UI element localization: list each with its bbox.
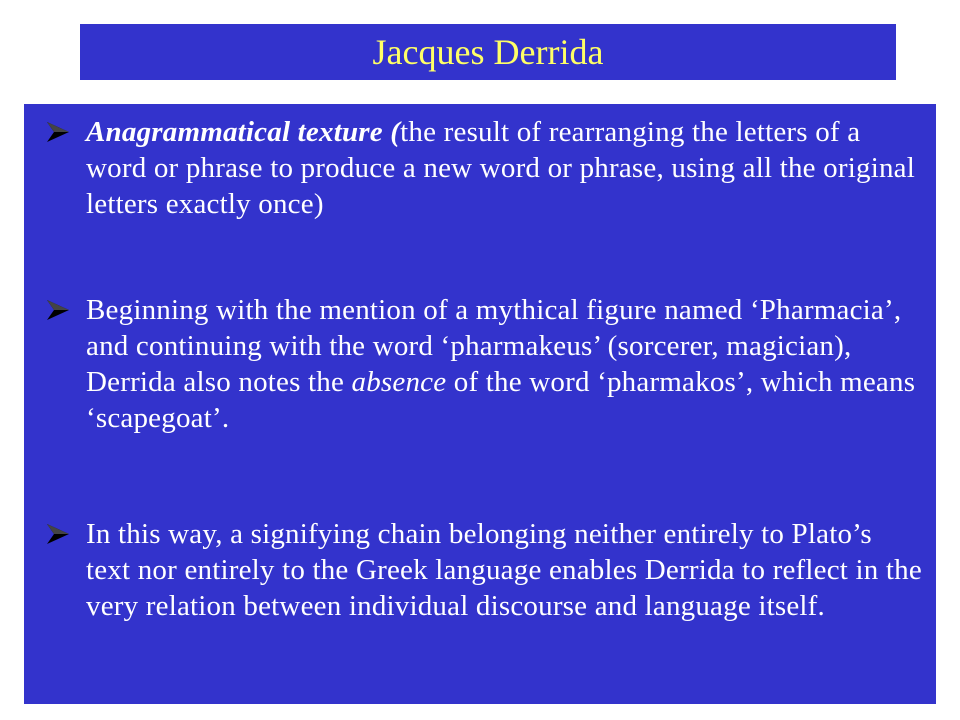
title-bar	[80, 24, 896, 80]
bullet-emphasis: absence	[351, 366, 447, 398]
bullet-definition: the result of rearranging the letters of a word or phrase to produce a new word or phrase, using all the original letters exactly once)	[86, 116, 915, 220]
slide-title: Jacques Derrida	[372, 32, 604, 72]
arrowhead-bullet-icon	[46, 121, 70, 143]
bullet-lead-term: Anagrammatical texture (	[86, 116, 401, 148]
content-panel	[24, 104, 936, 704]
arrowhead-bullet-icon	[46, 523, 70, 545]
bullet-text	[86, 114, 922, 222]
bullet-item-signifying-chain	[46, 516, 922, 624]
bullet-text-after: of the word ‘pharmakos’, which means ‘scapegoat’.	[86, 366, 916, 434]
bullet-text: In this way, a signifying chain belonging neither entirely to Plato’s text nor entirely to the Greek language enables Derrida to reflect in the very relation between individual discourse and language itself.	[86, 518, 922, 622]
bullet-item-anagrammatical-texture	[46, 114, 922, 222]
bullet-text-before: Beginning with the mention of a mythical figure named ‘Pharmacia’, and continuing with the word ‘pharmakeus’ (sorcerer, magician), Derrida also notes the	[86, 294, 902, 398]
arrowhead-bullet-icon	[46, 299, 70, 321]
bullet-item-pharmacia	[46, 292, 922, 436]
bullet-text	[86, 292, 922, 436]
